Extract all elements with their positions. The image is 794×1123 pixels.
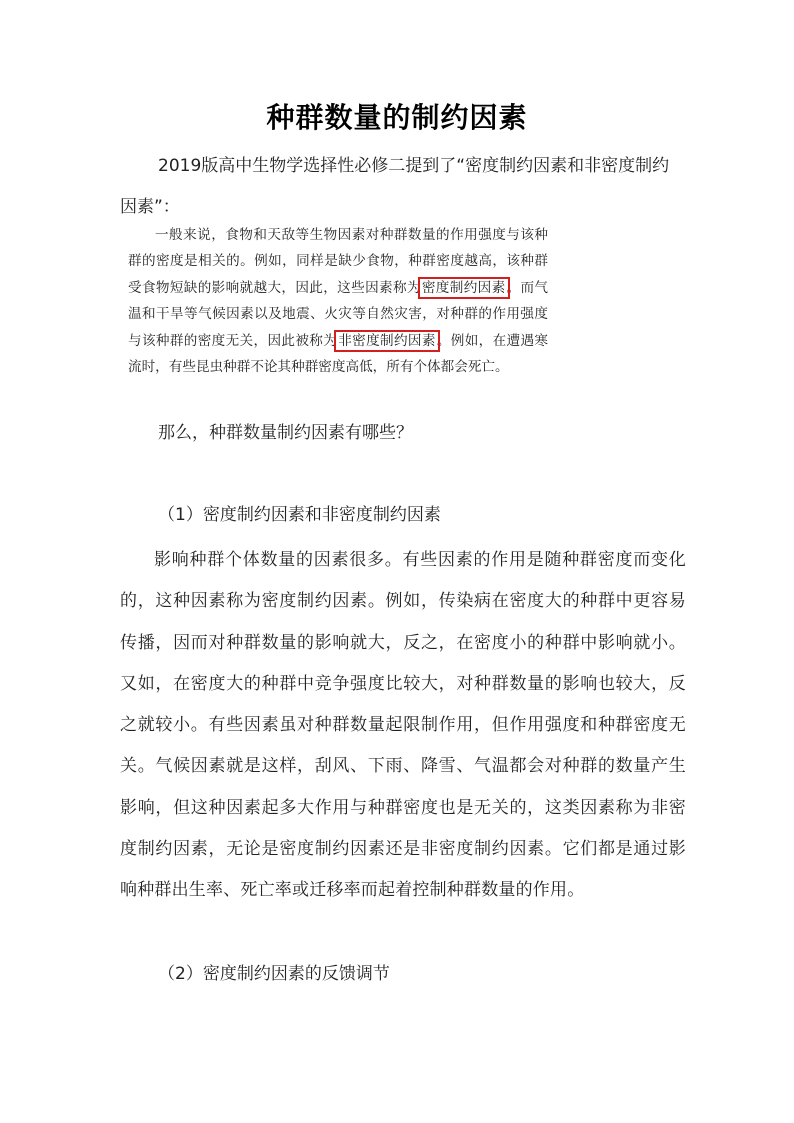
section-heading-1: （1）密度制约因素和非密度制约因素 xyxy=(158,505,441,525)
textbook-excerpt-image xyxy=(128,222,548,380)
page-title: 种群数量的制约因素 xyxy=(266,101,528,134)
excerpt-text-2: 。而气温和干旱等气候因素以及地震、火灾等自然灾害，对种群的作用强度与该种群的密度无关，因此被称为 xyxy=(128,279,549,349)
excerpt-text-3: 。例如，在遭遇寒流时，有些昆虫种群不论其种群密度高低，所有个体都会死亡。 xyxy=(128,332,549,376)
highlight-density-dependent: 密度制约因素 xyxy=(421,279,506,296)
question-line: 那么，种群数量制约因素有哪些？ xyxy=(158,423,413,443)
highlight-density-independent: 非密度制约因素 xyxy=(338,332,436,349)
intro-paragraph: 2019版高中生物学选择性必修二提到了“密度制约因素和非密度制约因素”： xyxy=(120,156,670,217)
section-heading-2: （2）密度制约因素的反馈调节 xyxy=(158,964,390,984)
section-1-body: 影响种群个体数量的因素很多。有些因素的作用是随种群密度而变化的，这种因素称为密度制约因素。例如，传染病在密度大的种群中更容易传播，因而对种群数量的影响就大，反之，在密度小的种群中影响就小。又如，在密度大的种群中竞争强度比较大，对种群数量的影响也较大，反之就较小。有些因素虽对种群数量起限制作用，但作用强度和种群密度无关。气候因素就是这样，刮风、下雨、降雪、气温都会对种群的数量产生影响，但这种因素起多大作用与种群密度也是无关的，这类因素称为非密度制约因素，无论是密度制约因素还是非密度制约因素。它们都是通过影响种群出生率、死亡率或迁移率而起着控制种群数量的作用。 xyxy=(120,550,686,901)
excerpt-text-1: 一般来说，食物和天敌等生物因素对种群数量的作用强度与该种群的密度是相关的。例如，同样是缺少食物，种群密度越高，该种群受食物短缺的影响就越大，因此，这些因素称为 xyxy=(128,227,548,296)
